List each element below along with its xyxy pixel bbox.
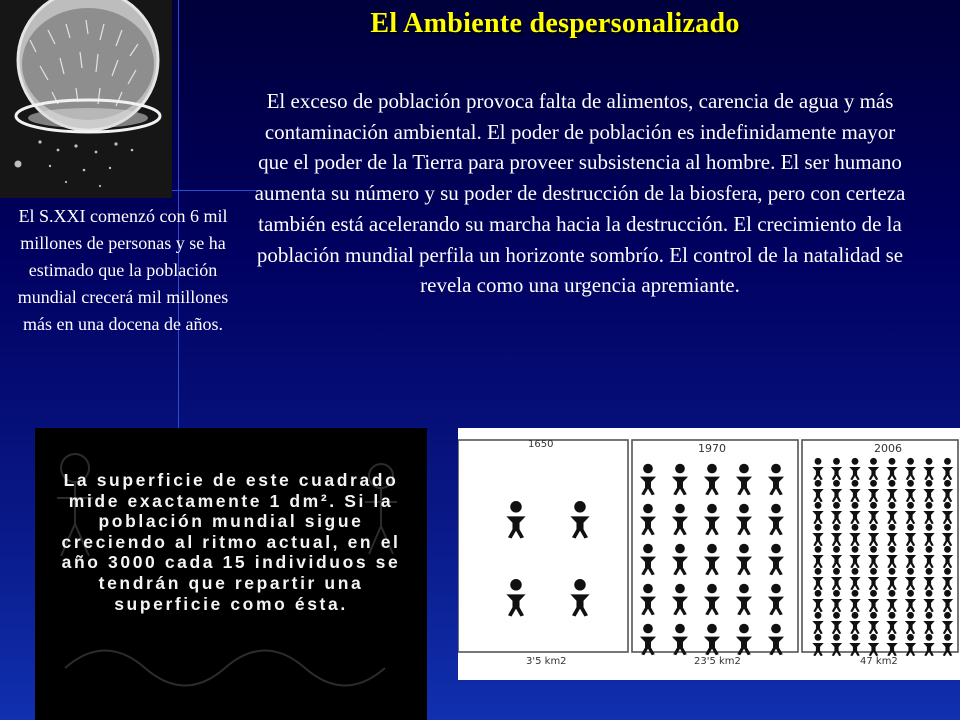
person-icon — [831, 612, 842, 634]
person-icon — [886, 502, 897, 524]
people-2006 — [812, 458, 953, 656]
person-icon — [886, 458, 897, 480]
person-icon — [868, 546, 879, 568]
person-icon — [868, 634, 879, 656]
panel-area-1650: 3'5 km2 — [526, 656, 567, 667]
person-icon — [868, 480, 879, 502]
person-icon — [640, 584, 656, 616]
person-icon — [640, 464, 656, 496]
side-note: El S.XXI comenzó con 6 mil millones de personas y se ha estimado que la población mundial crecerá mil millones más en una docena de años. — [17, 206, 229, 334]
person-icon — [942, 634, 953, 656]
person-icon — [570, 501, 589, 538]
person-icon — [868, 612, 879, 634]
panel-year-1970: 1970 — [698, 442, 726, 455]
person-icon — [704, 504, 720, 536]
person-icon — [812, 480, 823, 502]
person-icon — [736, 464, 752, 496]
person-icon — [905, 634, 916, 656]
person-icon — [812, 568, 823, 590]
person-icon — [736, 584, 752, 616]
person-icon — [923, 458, 934, 480]
person-icon — [672, 624, 688, 656]
person-icon — [942, 546, 953, 568]
person-icon — [831, 524, 842, 546]
person-icon — [672, 584, 688, 616]
person-icon — [849, 568, 860, 590]
person-icon — [923, 634, 934, 656]
person-icon — [868, 568, 879, 590]
person-icon — [812, 524, 823, 546]
box-caption: La superficie de este cuadrado mide exactamente 1 dm². Si la población mundial sigue creciendo al ritmo actual, en el año 3000 cada 15 individuos se tendrán que repartir una superficie como ésta. — [61, 470, 401, 614]
person-icon — [736, 504, 752, 536]
person-icon — [849, 634, 860, 656]
person-icon — [672, 544, 688, 576]
person-icon — [905, 612, 916, 634]
person-icon — [942, 480, 953, 502]
person-icon — [868, 590, 879, 612]
person-icon — [506, 579, 525, 616]
person-icon — [831, 502, 842, 524]
person-icon — [768, 544, 784, 576]
person-icon — [923, 524, 934, 546]
person-icon — [942, 458, 953, 480]
person-icon — [506, 501, 525, 538]
person-icon — [812, 634, 823, 656]
person-icon — [831, 634, 842, 656]
person-icon — [704, 624, 720, 656]
population-density-figure — [458, 428, 960, 680]
main-paragraph: El exceso de población provoca falta de alimentos, carencia de agua y más contaminación ambiental. El poder de población es indefinidamente mayor que el poder de la Tierra para proveer subsistencia al hombre. El ser humano aumenta su número y su poder de destrucción de la biosfera, pero con certeza también está acelerando su marcha hacia la destrucción. El crecimiento de la población mundial perfila un horizonte sombrío. El control de la natalidad se revela como una urgencia apremiante. — [254, 89, 906, 298]
person-icon — [672, 504, 688, 536]
person-icon — [923, 546, 934, 568]
people-1970 — [640, 464, 784, 656]
person-icon — [640, 624, 656, 656]
person-icon — [849, 590, 860, 612]
person-icon — [923, 590, 934, 612]
person-icon — [905, 458, 916, 480]
person-icon — [812, 502, 823, 524]
person-icon — [923, 480, 934, 502]
person-icon — [886, 546, 897, 568]
person-icon — [849, 524, 860, 546]
person-icon — [570, 579, 589, 616]
person-icon — [736, 624, 752, 656]
person-icon — [831, 546, 842, 568]
person-icon — [905, 568, 916, 590]
person-icon — [640, 504, 656, 536]
person-icon — [704, 464, 720, 496]
slide-title: El Ambiente despersonalizado — [370, 8, 740, 39]
person-icon — [768, 624, 784, 656]
panel-area-2006: 47 km2 — [860, 656, 898, 667]
person-icon — [672, 464, 688, 496]
person-icon — [849, 458, 860, 480]
person-icon — [868, 458, 879, 480]
person-icon — [905, 480, 916, 502]
panel-area-1970: 23'5 km2 — [694, 656, 741, 667]
person-icon — [923, 612, 934, 634]
person-icon — [768, 464, 784, 496]
person-icon — [812, 590, 823, 612]
people-1650 — [506, 501, 589, 616]
earth-illustration — [0, 0, 172, 198]
person-icon — [849, 502, 860, 524]
person-icon — [831, 568, 842, 590]
person-icon — [923, 502, 934, 524]
person-icon — [942, 524, 953, 546]
person-icon — [849, 546, 860, 568]
person-icon — [868, 524, 879, 546]
person-icon — [886, 590, 897, 612]
person-icon — [831, 458, 842, 480]
person-icon — [886, 568, 897, 590]
person-icon — [736, 544, 752, 576]
person-icon — [831, 590, 842, 612]
person-icon — [886, 524, 897, 546]
person-icon — [942, 502, 953, 524]
person-icon — [905, 590, 916, 612]
person-icon — [768, 504, 784, 536]
person-icon — [812, 458, 823, 480]
person-icon — [849, 480, 860, 502]
person-icon — [923, 568, 934, 590]
person-icon — [905, 524, 916, 546]
person-icon — [886, 480, 897, 502]
person-icon — [849, 612, 860, 634]
person-icon — [768, 584, 784, 616]
person-icon — [704, 544, 720, 576]
person-icon — [704, 584, 720, 616]
person-icon — [942, 612, 953, 634]
person-icon — [640, 544, 656, 576]
person-icon — [868, 502, 879, 524]
person-icon — [886, 634, 897, 656]
panel-year-1650: 1650 — [528, 439, 554, 450]
one-square-decimeter-box — [35, 428, 427, 720]
person-icon — [886, 612, 897, 634]
person-icon — [905, 502, 916, 524]
person-icon — [942, 590, 953, 612]
person-icon — [942, 568, 953, 590]
person-icon — [905, 546, 916, 568]
overpopulated-earth-image — [0, 0, 172, 198]
population-panels — [458, 428, 960, 680]
person-icon — [831, 480, 842, 502]
person-icon — [812, 612, 823, 634]
panel-year-2006: 2006 — [874, 442, 902, 455]
person-icon — [812, 546, 823, 568]
